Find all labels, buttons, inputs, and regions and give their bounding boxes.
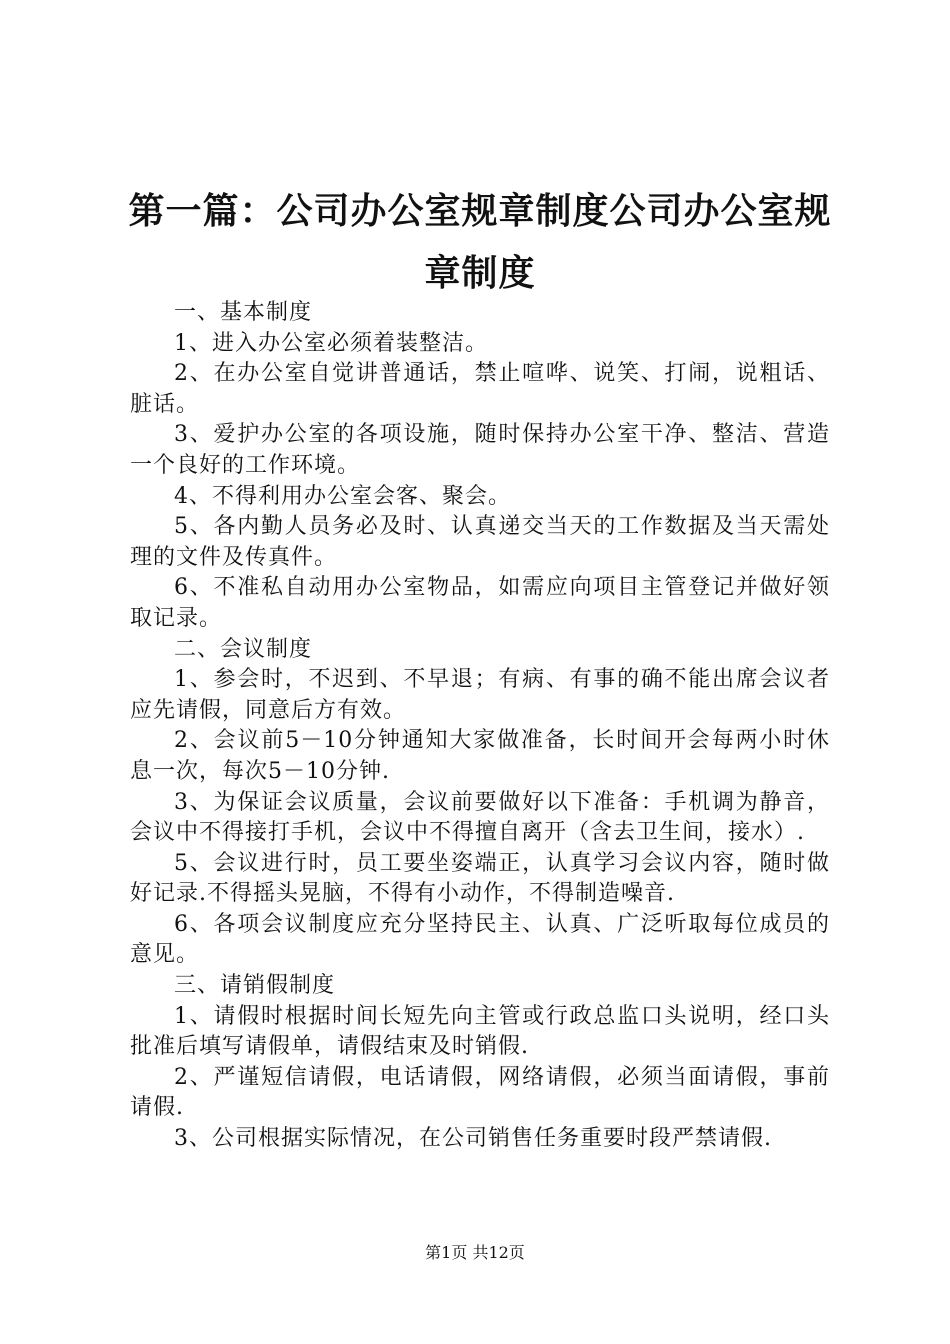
document-title: 第一篇：公司办公室规章制度公司办公室规章制度 [128, 190, 832, 294]
section-heading-meeting: 二、会议制度 [174, 636, 313, 662]
paragraph: 2、在办公室自觉讲普通话，禁止喧哗、说笑、打闹，说粗话、脏话。 [130, 361, 830, 417]
paragraph: 2、严谨短信请假，电话请假，网络请假，必须当面请假，事前请假. [130, 1064, 830, 1121]
section-heading-basic: 一、基本制度 [174, 300, 313, 325]
paragraph: 1、参会时，不迟到、不早退；有病、有事的确不能出席会议者应先请假，同意后方有效。 [130, 667, 830, 723]
paragraph: 1、进入办公室必须着装整洁。 [174, 330, 488, 356]
paragraph: 5、会议进行时，员工要坐姿端正，认真学习会议内容，随时做好记录.不得摇头晃脑，不得有小动作，不得制造噪音. [130, 850, 830, 907]
paragraph: 5、各内勤人员务必及时、认真递交当天的工作数据及当天需处理的文件及传真件。 [130, 514, 830, 570]
paragraph: 1、请假时根据时间长短先向主管或行政总监口头说明，经口头批准后填写请假单，请假结束及时销假. [130, 1003, 830, 1060]
section-heading-leave: 三、请销假制度 [174, 973, 336, 999]
paragraph: 3、爱护办公室的各项设施，随时保持办公室干净、整洁、营造一个良好的工作环境。 [130, 422, 830, 478]
document-body [130, 298, 830, 1155]
paragraph: 6、不准私自动用办公室物品，如需应向项目主管登记并做好领取记录。 [130, 575, 830, 631]
paragraph: 3、为保证会议质量，会议前要做好以下准备：手机调为静音，会议中不得接打手机，会议中不得擅自离开（含去卫生间，接水）. [130, 789, 830, 846]
paragraph: 3、公司根据实际情况，在公司销售任务重要时段严禁请假. [174, 1126, 772, 1152]
paragraph: 2、会议前5－10分钟通知大家做准备，长时间开会每两小时休息一次，每次5－10分钟. [130, 728, 830, 784]
paragraph: 6、各项会议制度应充分坚持民主、认真、广泛听取每位成员的意见。 [130, 911, 830, 968]
paragraph: 4、不得利用办公室会客、聚会。 [174, 483, 511, 509]
page-footer: 第1页 共12页 [425, 1243, 525, 1262]
